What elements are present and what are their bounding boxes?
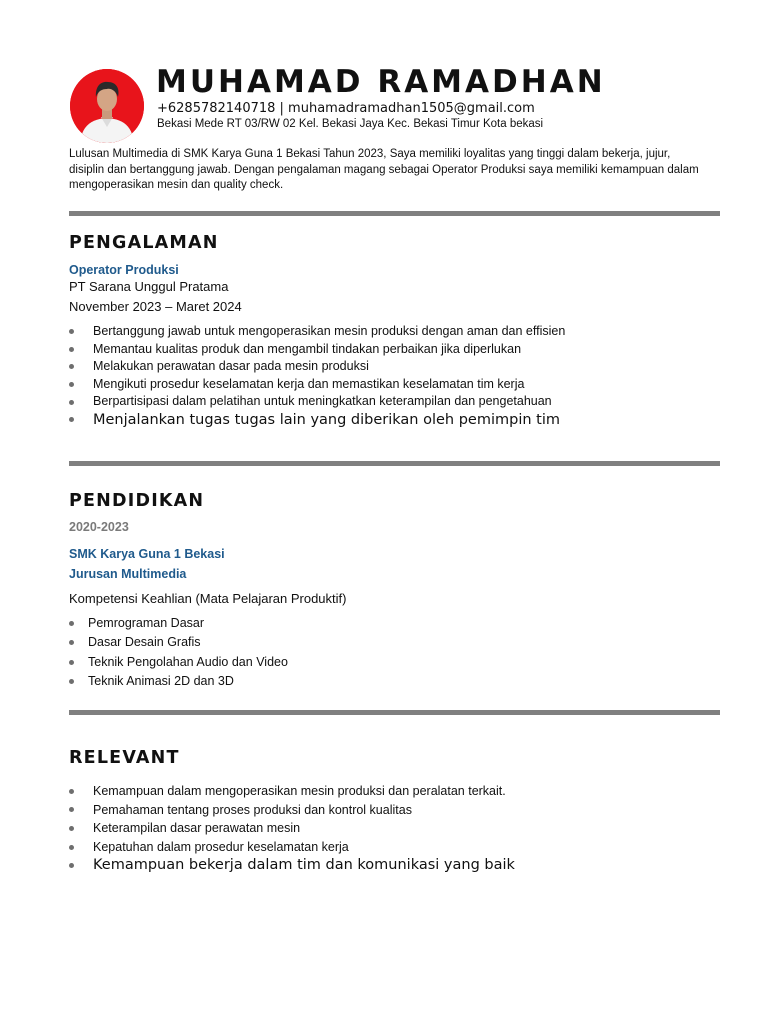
section-divider [69,710,720,715]
relevant-list [93,782,515,874]
bullet-icon [69,400,74,405]
bullet-icon [69,382,74,387]
school-name: SMK Karya Guna 1 Bekasi [69,547,225,561]
bullet-icon [69,826,74,831]
bullet-icon [69,679,74,684]
list-item: Pemahaman tentang proses produksi dan kontrol kualitas [93,801,515,820]
bullet-icon [69,621,74,626]
profile-summary: Lulusan Multimedia di SMK Karya Guna 1 Bekasi Tahun 2023, Saya memiliki loyalitas yang tinggi dalam bekerja, jujur, disiplin dan bertanggung jawab. Dengan pengalaman magang sebagai Operator Produksi saya memiliki kemampuan dalam mengoperasikan mesin dan quality check. [69,148,699,191]
bullet-icon [69,863,74,868]
list-item: Pemrograman Dasar [88,614,288,633]
list-item: Kepatuhan dalam prosedur keselamatan kerja [93,838,515,857]
list-item: Keterampilan dasar perawatan mesin [93,819,515,838]
bullet-icon [69,660,74,665]
list-item: Berpartisipasi dalam pelatihan untuk meningkatkan keterampilan dan pengetahuan [93,393,565,411]
list-item: Dasar Desain Grafis [88,633,288,652]
education-years: 2020-2023 [69,520,129,534]
list-item: Kemampuan bekerja dalam tim dan komunikasi yang baik [93,856,515,874]
job-period: November 2023 – Maret 2024 [69,299,242,314]
address: Bekasi Mede RT 03/RW 02 Kel. Bekasi Jaya Kec. Bekasi Timur Kota bekasi [157,118,544,130]
list-item: Teknik Pengolahan Audio dan Video [88,653,288,672]
bullet-icon [69,640,74,645]
bullet-icon [69,789,74,794]
list-item: Melakukan perawatan dasar pada mesin produksi [93,358,565,376]
section-divider [69,461,720,466]
education-list [88,614,288,691]
list-item: Bertanggung jawab untuk mengoperasikan mesin produksi dengan aman dan effisien [93,323,565,341]
list-item: Kemampuan dalam mengoperasikan mesin produksi dan peralatan terkait. [93,782,515,801]
list-item: Menjalankan tugas tugas lain yang diberikan oleh pemimpin tim [93,411,565,429]
person-silhouette-icon [70,69,144,143]
profile-photo [70,69,144,143]
competency-label: Kompetensi Keahlian (Mata Pelajaran Produktif) [69,591,347,606]
bullet-icon [69,329,74,334]
list-item: Memantau kualitas produk dan mengambil tindakan perbaikan jika diperlukan [93,341,565,359]
bullet-icon [69,807,74,812]
bullet-icon [69,347,74,352]
list-item: Mengikuti prosedur keselamatan kerja dan memastikan keselamatan tim kerja [93,376,565,394]
contact-info: +6285782140718 | muhamadramadhan1505@gmail.com [157,101,535,116]
list-item: Teknik Animasi 2D dan 3D [88,672,288,691]
bullet-icon [69,845,74,850]
company-name: PT Sarana Unggul Pratama [69,279,229,294]
experience-heading: PENGALAMAN [69,233,219,253]
section-divider [69,211,720,216]
bullet-icon [69,417,74,422]
job-role: Operator Produksi [69,263,179,277]
bullet-icon [69,364,74,369]
full-name: MUHAMAD RAMADHAN [156,64,606,100]
relevant-heading: RELEVANT [69,748,180,768]
experience-list [93,323,565,429]
school-major: Jurusan Multimedia [69,567,187,581]
education-heading: PENDIDIKAN [69,491,205,511]
